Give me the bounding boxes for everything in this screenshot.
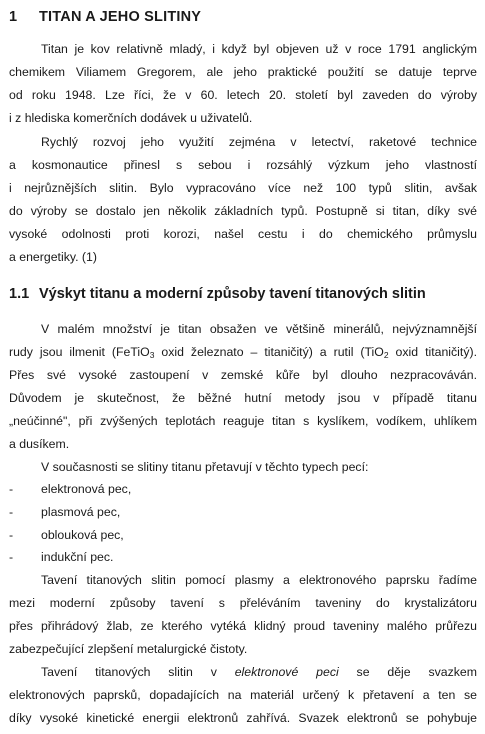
paragraph-line: a dusíkem. <box>9 437 70 451</box>
bullet-marker: - <box>9 482 14 496</box>
list-item-label: oblouková pec, <box>41 528 124 542</box>
section-title: Výskyt titanu a moderní způsoby tavení titanových slitin <box>39 286 426 302</box>
paragraph-line: díky vysoké kinetické energii elektronů zahřívá. Svazek elektronů se pohybuje <box>9 711 477 725</box>
paragraph-line: Tavení titanových slitin pomocí plasmy a elektronového paprsku řadíme <box>41 573 477 587</box>
paragraph-line: vysoké odolnosti proti korozi, našel cestu i do chemického průmyslu <box>9 227 477 241</box>
list-item <box>9 549 113 565</box>
paragraph-line: zabezpečující zlepšení metalurgické čistoty. <box>9 642 248 656</box>
text-run: oxid železnato – titaničitý) a rutil (TiO <box>154 345 384 359</box>
text-run: rudy jsou ilmenit (FeTiO <box>9 345 150 359</box>
chapter-number: 1 <box>9 9 18 25</box>
section-heading <box>9 286 426 302</box>
section-number: 1.1 <box>9 286 30 302</box>
bullet-marker: - <box>9 528 14 542</box>
paragraph-line <box>41 664 477 680</box>
list-item-label: elektronová pec, <box>41 482 132 496</box>
paragraph-line: do výroby se dostalo jen několik základních typů. Postupně si titan, díky své <box>9 204 477 218</box>
subscript: 3 <box>149 350 155 360</box>
paragraph-line: Titan je kov relativně mladý, i když byl objeven už v roce 1791 anglickým <box>41 42 477 56</box>
chapter-title: TITAN A JEHO SLITINY <box>39 9 202 25</box>
list-item <box>9 481 131 497</box>
paragraph-line: Přes své vysoké zastoupení v zemské kůře byl dlouho nezpracováván. <box>9 368 477 382</box>
list-item-label: plasmová pec, <box>41 505 121 519</box>
paragraph-line: „neúčinné", při zvýšených teplotách reaguje titan s kyslíkem, vodíkem, uhlíkem <box>9 414 477 428</box>
paragraph-line: od roku 1948. Lze říci, že v 60. letech 20. století byl zaveden do výroby <box>9 88 477 102</box>
paragraph-line: přes přihrádový žlab, ze kterého vytéká klidný proud taveniny malého průřezu <box>9 619 477 633</box>
bullet-marker: - <box>9 505 14 519</box>
emphasis-text: elektronové peci <box>234 665 339 679</box>
chapter-heading <box>9 9 201 25</box>
subscript: 2 <box>383 350 389 360</box>
paragraph-line-formula <box>9 344 477 360</box>
list-item <box>9 504 120 520</box>
paragraph-line: V současnosti se slitiny titanu přetavují v těchto typech pecí: <box>41 460 369 474</box>
list-item <box>9 527 124 543</box>
paragraph-line: elektronových paprsků, dopadajících na materiál určený k přetavení a ten se <box>9 688 477 702</box>
paragraph-line: Rychlý rozvoj jeho využití zejména v letectví, raketové technice <box>41 135 477 149</box>
paragraph-line: a energetiky. (1) <box>9 250 97 264</box>
paragraph-line: a kosmonautice přinesl s sebou i rozsáhlý výzkum jeho vlastností <box>9 158 477 172</box>
text-run: se děje svazkem <box>338 665 477 679</box>
paragraph-line: chemikem Viliamem Gregorem, ale jeho praktické použití se datuje teprve <box>9 65 477 79</box>
list-item-label: indukční pec. <box>41 550 114 564</box>
paragraph-line: i z hlediska komerčních dodávek u uživatelů. <box>9 111 253 125</box>
paragraph-line: Důvodem je skutečnost, že běžné hutní metody jsou v případě titanu <box>9 391 477 405</box>
paragraph-line: mezi moderní způsoby tavení s přeléváním taveniny do krystalizátoru <box>9 596 477 610</box>
text-run: Tavení titanových slitin v <box>41 665 235 679</box>
bullet-marker: - <box>9 550 14 564</box>
paragraph-line: i nejrůznějších slitin. Bylo vypracováno více než 100 typů slitin, avšak <box>9 181 477 195</box>
paragraph-line: V malém množství je titan obsažen ve většině minerálů, nejvýznamnější <box>41 322 477 336</box>
text-run: oxid titaničitý). <box>388 345 477 359</box>
